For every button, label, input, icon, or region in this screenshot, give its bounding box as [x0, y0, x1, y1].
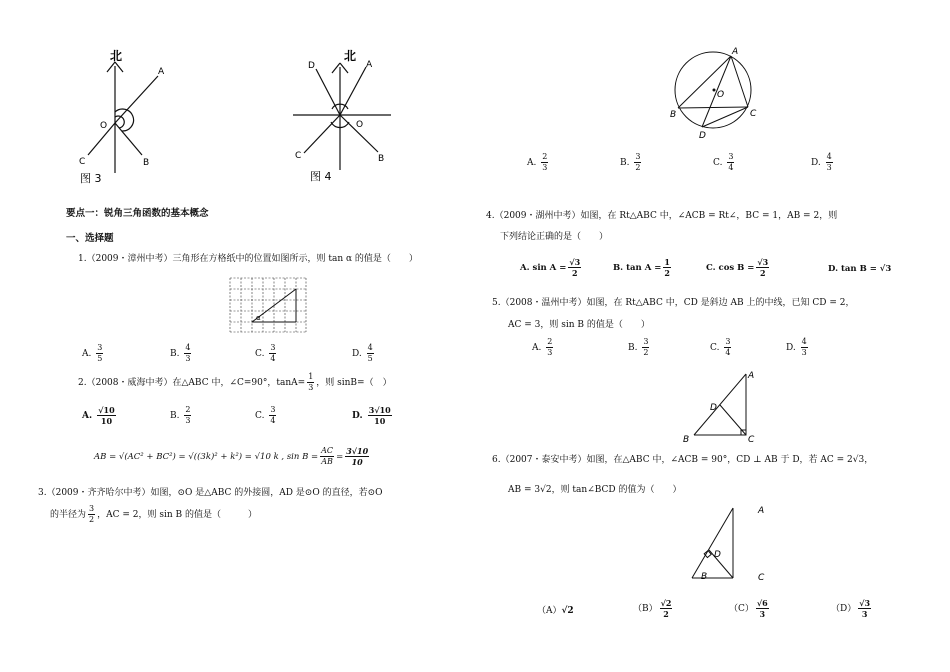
q3-fig-label-o: O	[717, 90, 725, 100]
subsection-title: 一、选择题	[66, 233, 114, 244]
q2-option-c[interactable]: C. $\frac{3}{4}$	[255, 405, 276, 425]
q2-option-d[interactable]: D. $\frac{3√10}{10}$	[352, 405, 391, 426]
q5-fig-label-c: C	[748, 435, 755, 445]
fig3-label-a: A	[158, 67, 165, 77]
fig4-label-o: O	[356, 120, 364, 130]
q1-stem: 1.（2009・漳州中考）三角形在方格纸中的位置如图所示，则 tan α 的值是（ ）	[78, 254, 418, 264]
q3-stem-line2: 的半径为 $\frac{3}{2}$ ，AC = 2，则 sin B 的值是（ ）	[50, 504, 257, 524]
fig4-caption: 图 4	[310, 170, 332, 183]
q5-stem-line2: AC = 3，则 sin B 的值是（ ）	[508, 320, 650, 330]
q3-option-b[interactable]: B. $\frac{3}{2}$	[620, 152, 641, 172]
q6-option-d[interactable]: （D） $\frac{√3}{3}$	[831, 598, 871, 619]
q3-option-a[interactable]: A. $\frac{2}{3}$	[527, 152, 548, 172]
figure-4	[288, 45, 398, 188]
q6-fig-label-c: C	[758, 573, 765, 583]
q2-option-a[interactable]: A. $\frac{√10}{10}$	[82, 405, 115, 426]
q3-option-c[interactable]: C. $\frac{3}{4}$	[713, 152, 734, 172]
q6-fig-label-b: B	[701, 572, 708, 582]
q3-option-d[interactable]: D. $\frac{4}{3}$	[811, 152, 832, 172]
q4-option-a[interactable]: A. sin A = $\frac{√3}{2}$	[520, 257, 581, 278]
q4-option-b[interactable]: B. tan A = $\frac{1}{2}$	[613, 257, 670, 278]
q2-option-b[interactable]: B. $\frac{2}{3}$	[170, 405, 191, 425]
q2-stem: 2.（2008・威海中考）在△ABC 中，∠C=90°，tanA= $\frac{1}{3}$ ，则 sinB=（ ）	[78, 372, 392, 392]
q1-options	[82, 343, 402, 367]
fig3-north: 北	[110, 49, 123, 63]
q1-alpha-label: α	[256, 314, 261, 322]
fig3-label-o: O	[100, 121, 108, 131]
q4-options	[520, 255, 900, 283]
q3-options	[527, 152, 847, 180]
q5-triangle-figure	[678, 366, 758, 446]
fig4-label-a: A	[366, 60, 373, 70]
q4-stem-line1: 4.（2009・湖州中考）如图，在 Rt△ABC 中，∠ACB = Rt∠，BC = 1，AB = 2，则	[486, 211, 838, 221]
figure-3	[70, 48, 180, 188]
q6-fig-label-d: D	[714, 550, 721, 560]
q1-option-a[interactable]: A. $\frac{3}{5}$	[82, 343, 103, 363]
q3-stem-line1: 3.（2009・齐齐哈尔中考）如图，⊙O 是△ABC 的外接圆，AD 是⊙O 的直径，若⊙O	[38, 488, 383, 498]
q1-option-b[interactable]: B. $\frac{4}{3}$	[170, 343, 191, 363]
q2-solution: AB = √(AC² + BC²) = √((3k)² + k²) = √10 k , sin B = $\frac{AC}{AB}$ = $\frac{3√10}{10}$	[94, 446, 369, 467]
q6-option-c[interactable]: （C） $\frac{√6}{3}$	[729, 598, 768, 619]
q2-options	[82, 405, 412, 433]
q5-option-c[interactable]: C. $\frac{3}{4}$	[710, 337, 731, 357]
fig3-label-b: B	[143, 158, 150, 168]
q1-grid-figure	[228, 276, 308, 334]
q5-fig-label-a: A	[748, 371, 755, 381]
q3-fig-label-c: C	[750, 109, 757, 119]
q3-circle-figure	[668, 42, 768, 142]
q6-stem-line1: 6.（2007・泰安中考）如图，在△ABC 中，∠ACB = 90°，CD ⊥ AB 于 D，若 AC = 2√3，	[492, 455, 874, 465]
fig4-label-c: C	[295, 151, 302, 161]
section-title: 要点一：锐角三角函数的基本概念	[66, 208, 209, 219]
q1-option-c[interactable]: C. $\frac{3}{4}$	[255, 343, 276, 363]
fig4-label-b: B	[378, 154, 385, 164]
q5-option-d[interactable]: D. $\frac{4}{3}$	[786, 337, 807, 357]
q5-fig-label-d: D	[710, 403, 717, 413]
q6-triangle-figure	[684, 500, 774, 590]
fig4-north: 北	[344, 49, 357, 63]
q5-stem-line1: 5.（2008・温州中考）如图，在 Rt△ABC 中，CD 是斜边 AB 上的中线，已知 CD = 2，	[492, 298, 855, 308]
q5-option-a[interactable]: A. $\frac{2}{3}$	[532, 337, 553, 357]
q5-fig-label-b: B	[683, 435, 690, 445]
q1-option-d[interactable]: D. $\frac{4}{5}$	[352, 343, 373, 363]
q4-option-c[interactable]: C. cos B = $\frac{√3}{2}$	[706, 257, 769, 278]
q4-option-d[interactable]: D. tan B = √3	[828, 264, 892, 274]
q3-fig-label-a: A	[732, 47, 739, 57]
fig3-label-c: C	[79, 157, 86, 167]
q6-option-a[interactable]: （A）√2	[537, 606, 574, 616]
q6-option-b[interactable]: （B） $\frac{√2}{2}$	[633, 598, 672, 619]
q5-options	[532, 337, 832, 365]
fig4-label-d: D	[308, 61, 315, 71]
q5-option-b[interactable]: B. $\frac{3}{2}$	[628, 337, 649, 357]
q4-stem-line2: 下列结论正确的是（ ）	[500, 232, 609, 242]
q3-fig-label-d: D	[699, 131, 706, 141]
q3-fig-label-b: B	[670, 110, 677, 120]
q6-stem-line2: AB = 3√2，则 tan∠BCD 的值为（ ）	[508, 485, 682, 495]
fig3-caption: 图 3	[80, 172, 102, 185]
q6-fig-label-a: A	[758, 506, 765, 516]
q6-options	[537, 598, 897, 626]
